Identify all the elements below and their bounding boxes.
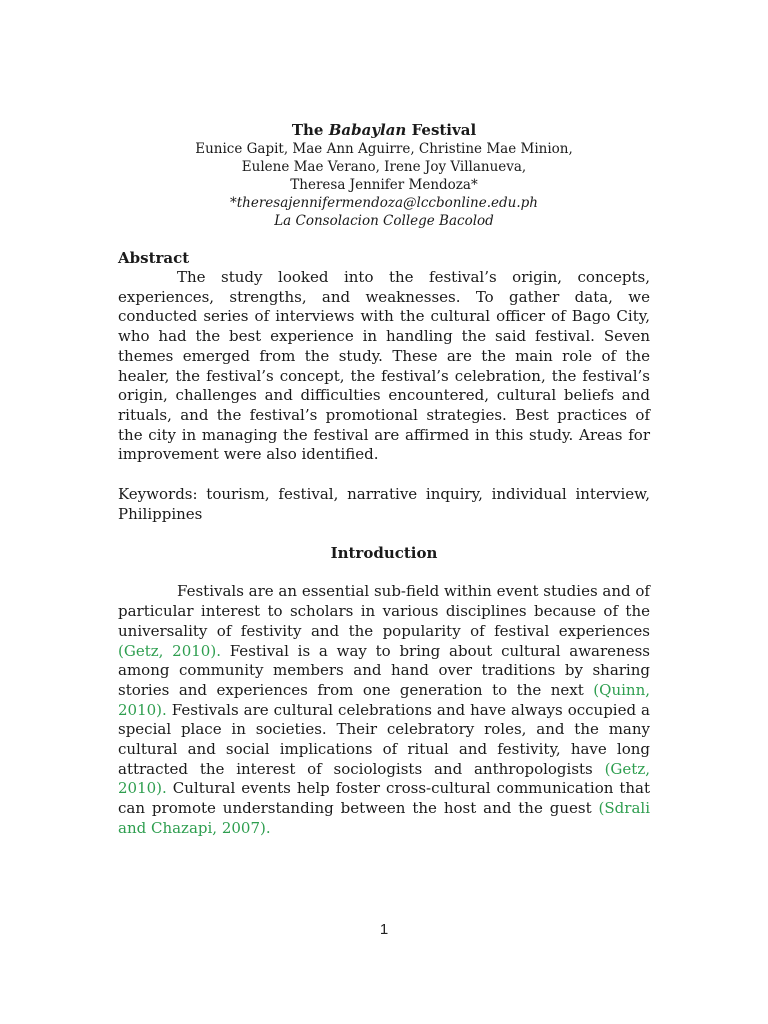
introduction-heading: Introduction — [330, 544, 438, 563]
author-affiliation: La Consolacion College Bacolod — [274, 213, 494, 229]
citation-getz-2: (Getz, 2010). — [118, 759, 650, 798]
citation-getz-1: (Getz, 2010). — [118, 641, 221, 660]
citation-quinn: (Quinn, 2010). — [118, 680, 650, 719]
authors-line-1: Eunice Gapit, Mae Ann Aguirre, Christine Mae Minion, — [195, 141, 573, 157]
title-prefix: The — [291, 121, 329, 139]
paper-page — [118, 120, 650, 839]
author-email: *theresajennifermendoza@lccbonline.edu.ph — [230, 195, 538, 211]
introduction-paragraph — [118, 582, 650, 838]
authors-line-3: Theresa Jennifer Mendoza* — [290, 177, 478, 193]
paper-title — [118, 120, 650, 140]
intro-segment-3: Festivals are cultural celebrations and have always occupied a special place in societies. Their celebratory roles, and the many cultural and social implications of ritual and festivity, have long attracted the interest of sociologists and anthropologists — [118, 700, 650, 778]
citation-sdrali-chazapi: (Sdrali and Chazapi, 2007). — [118, 799, 650, 837]
title-suffix: Festival — [406, 121, 477, 139]
page-number: 1 — [379, 921, 389, 938]
abstract-text: The study looked into the festival’s origin, concepts, experiences, strengths, and weaknesses. To gather data, we conducted series of interviews with the cultural officer of Bago City, who had the best experience in handling the said festival. Seven themes emerged from the study. These are the main role of the healer, the festival’s concept, the festival’s celebration, the festival’s origin, challenges and difficulties encountered, cultural beliefs and rituals, and the festival’s promotional strategies. Best practices of the city in managing the festival are affirmed in this study. Areas for improvement were also identified. — [118, 268, 650, 464]
intro-segment-2: Festival is a way to bring about cultural awareness among community members and hand over traditions by sharing stories and experiences from one generation to the next — [118, 641, 650, 699]
author-block — [118, 140, 650, 230]
title-italic: Babaylan — [328, 121, 407, 139]
intro-segment-4: Cultural events help foster cross-cultural communication that can promote understanding between the host and the guest — [118, 779, 650, 818]
abstract-heading: Abstract — [118, 249, 190, 267]
keywords: Keywords: tourism, festival, narrative inquiry, individual interview, Philippines — [118, 485, 650, 523]
authors-line-2: Eulene Mae Verano, Irene Joy Villanueva, — [241, 159, 527, 175]
intro-segment-1: Festivals are an essential sub-field within event studies and of particular interest to scholars in various disciplines because of the universality of festivity and the popularity of festival experiences — [118, 582, 650, 640]
